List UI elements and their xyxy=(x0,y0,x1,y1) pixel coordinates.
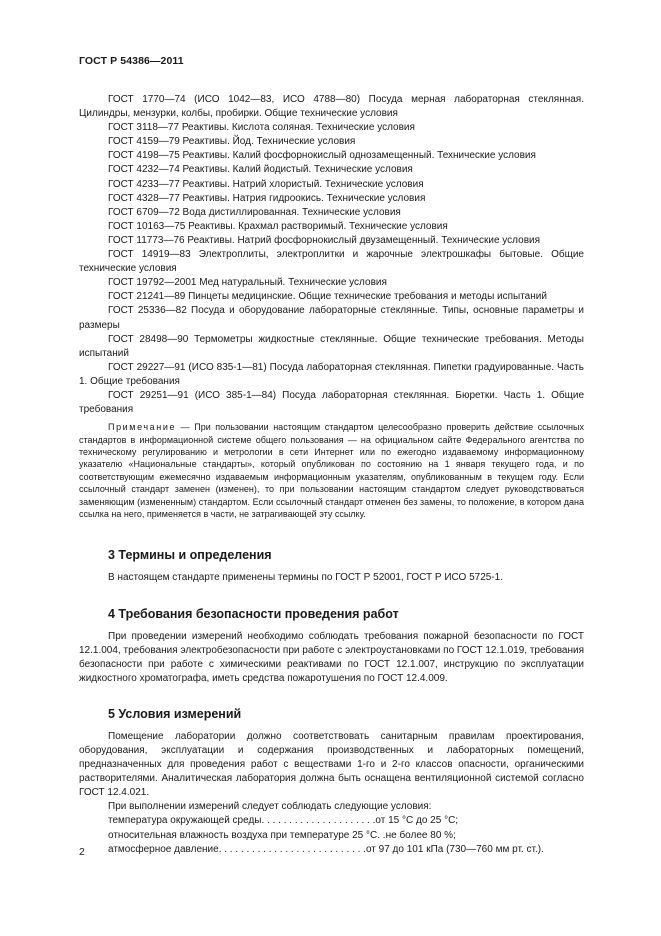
condition-pressure xyxy=(79,843,584,857)
condition-value: не более 80 %; xyxy=(385,829,456,841)
reference-gost-1770: ГОСТ 1770—74 (ИСО 1042—83, ИСО 4788—80) Посуда мерная лабораторная стеклянная. Цилиндры, мензурки, колбы, пробирки. Общие технические условия xyxy=(79,94,584,120)
reference-gost-3118: ГОСТ 3118—77 Реактивы. Кислота соляная. Технические условия xyxy=(108,122,415,134)
reference-gost-4328: ГОСТ 4328—77 Реактивы. Натрия гидроокись. Технические условия xyxy=(108,192,426,204)
reference-gost-28498: ГОСТ 28498—90 Термометры жидкостные стеклянные. Общие технические требования. Методы испытаний xyxy=(79,333,584,359)
note-text: — При пользовании настоящим стандартом целесообразно проверить действие ссылочных стандартов в информационной системе общего пользования — на официальном сайте Федерального агентства по техническому регулированию и метрологии в сети Интернет или по ежегодно издаваемому информационному указателю «Национальные стандарты», который опубликован по состоянию на 1 января текущего года, и по соответствующим ежемесячно издаваемым информационным указателям, опубликованным в текущем году. Если ссылочный стандарт заменен (изменен), то при пользовании настоящим стандартом следует руководствоваться заменяющим (измененным) стандартом. Если ссылочный стандарт отменен без замены, то положение, в котором дана ссылка на него, применяется в части, не затрагивающей эту ссылку. xyxy=(79,422,584,519)
reference-gost-14919: ГОСТ 14919—83 Электроплиты, электроплитки и жарочные электрошкафы бытовые. Общие технические условия xyxy=(79,249,584,275)
reference-gost-4233: ГОСТ 4233—77 Реактивы. Натрий хлористый. Технические условия xyxy=(108,178,424,190)
note-label: Примечание xyxy=(108,422,177,433)
reference-gost-4159: ГОСТ 4159—79 Реактивы. Йод. Технические условия xyxy=(108,136,356,148)
page-content xyxy=(79,93,584,857)
condition-humidity xyxy=(79,829,584,843)
document-code-header: ГОСТ Р 54386—2011 xyxy=(79,55,184,67)
reference-gost-29251: ГОСТ 29251—91 (ИСО 385-1—84) Посуда лабораторная стеклянная. Бюретки. Часть 1. Общие требования xyxy=(79,389,584,416)
condition-temperature xyxy=(79,814,584,828)
reference-gost-25336: ГОСТ 25336—82 Посуда и оборудование лабораторные стеклянные. Типы, основные параметры и размеры xyxy=(79,305,584,331)
section-3-title: 3 Термины и определения xyxy=(108,548,272,563)
section-5-text: Помещение лаборатории должно соответствовать санитарным правилам проектирования, оборудования, эксплуатации и содержания производственных и лабораторных помещений, предназначенных для проведения работ с веществами 1-го и 2-го классов опасности, органическими растворителями. Аналитическая лаборатория должна быть оснащена вентиляционной системой согласно ГОСТ 12.4.021. xyxy=(79,730,584,799)
reference-gost-21241: ГОСТ 21241—89 Пинцеты медицинские. Общие технические требования и методы испытаний xyxy=(108,291,547,303)
section-3-text: В настоящем стандарте применены термины по ГОСТ Р 52001, ГОСТ Р ИСО 5725-1. xyxy=(108,572,504,584)
reference-gost-10163: ГОСТ 10163—75 Реактивы. Крахмал растворимый. Технические условия xyxy=(108,220,448,232)
condition-label: атмосферное давление xyxy=(108,843,219,855)
condition-value: от 15 °С до 25 °С; xyxy=(375,815,459,827)
section-4-text: При проведении измерений необходимо соблюдать требования пожарной безопасности по ГОСТ 12.1.004, требования электробезопасности при работе с электроустановками по ГОСТ 12.1.019, требования безопасности при работе с химическими реактивами по ГОСТ 12.1.007, инструкцию по эксплуатации жидкостного хроматографа, иметь средства пожаротушения по ГОСТ 12.4.009. xyxy=(79,630,584,684)
reference-gost-4232: ГОСТ 4232—74 Реактивы. Калий йодистый. Технические условия xyxy=(108,164,413,176)
reference-gost-4198: ГОСТ 4198—75 Реактивы. Калий фосфорнокислый однозамещенный. Технические условия xyxy=(108,150,536,162)
note-paragraph xyxy=(79,421,584,520)
reference-gost-19792: ГОСТ 19792—2001 Мед натуральный. Технические условия xyxy=(108,277,387,289)
condition-dots: . . xyxy=(377,829,386,841)
section-4-title: 4 Требования безопасности проведения работ xyxy=(108,606,399,621)
page-number: 2 xyxy=(79,846,85,858)
condition-value: от 97 до 101 кПа (730—760 мм рт. ст.). xyxy=(365,843,544,855)
conditions-intro: При выполнении измерений следует соблюдать следующие условия: xyxy=(108,801,432,813)
condition-label: относительная влажность воздуха при температуре 25 °С xyxy=(108,829,378,841)
condition-dots: . . . . . . . . . . . . . . . . . . . . . xyxy=(261,815,376,827)
reference-gost-6709: ГОСТ 6709—72 Вода дистиллированная. Технические условия xyxy=(108,206,401,218)
condition-label: температура окружающей среды xyxy=(108,815,262,827)
section-5-title: 5 Условия измерений xyxy=(108,706,242,721)
reference-gost-11773: ГОСТ 11773—76 Реактивы. Натрий фосфорнокислый двузамещенный. Технические условия xyxy=(108,234,541,246)
reference-gost-29227: ГОСТ 29227—91 (ИСО 835-1—81) Посуда лабораторная стеклянная. Пипетки градуированные. Часть 1. Общие требования xyxy=(79,361,584,387)
condition-dots: . . . . . . . . . . . . . . . . . . . . . . . . . . . xyxy=(218,843,366,855)
